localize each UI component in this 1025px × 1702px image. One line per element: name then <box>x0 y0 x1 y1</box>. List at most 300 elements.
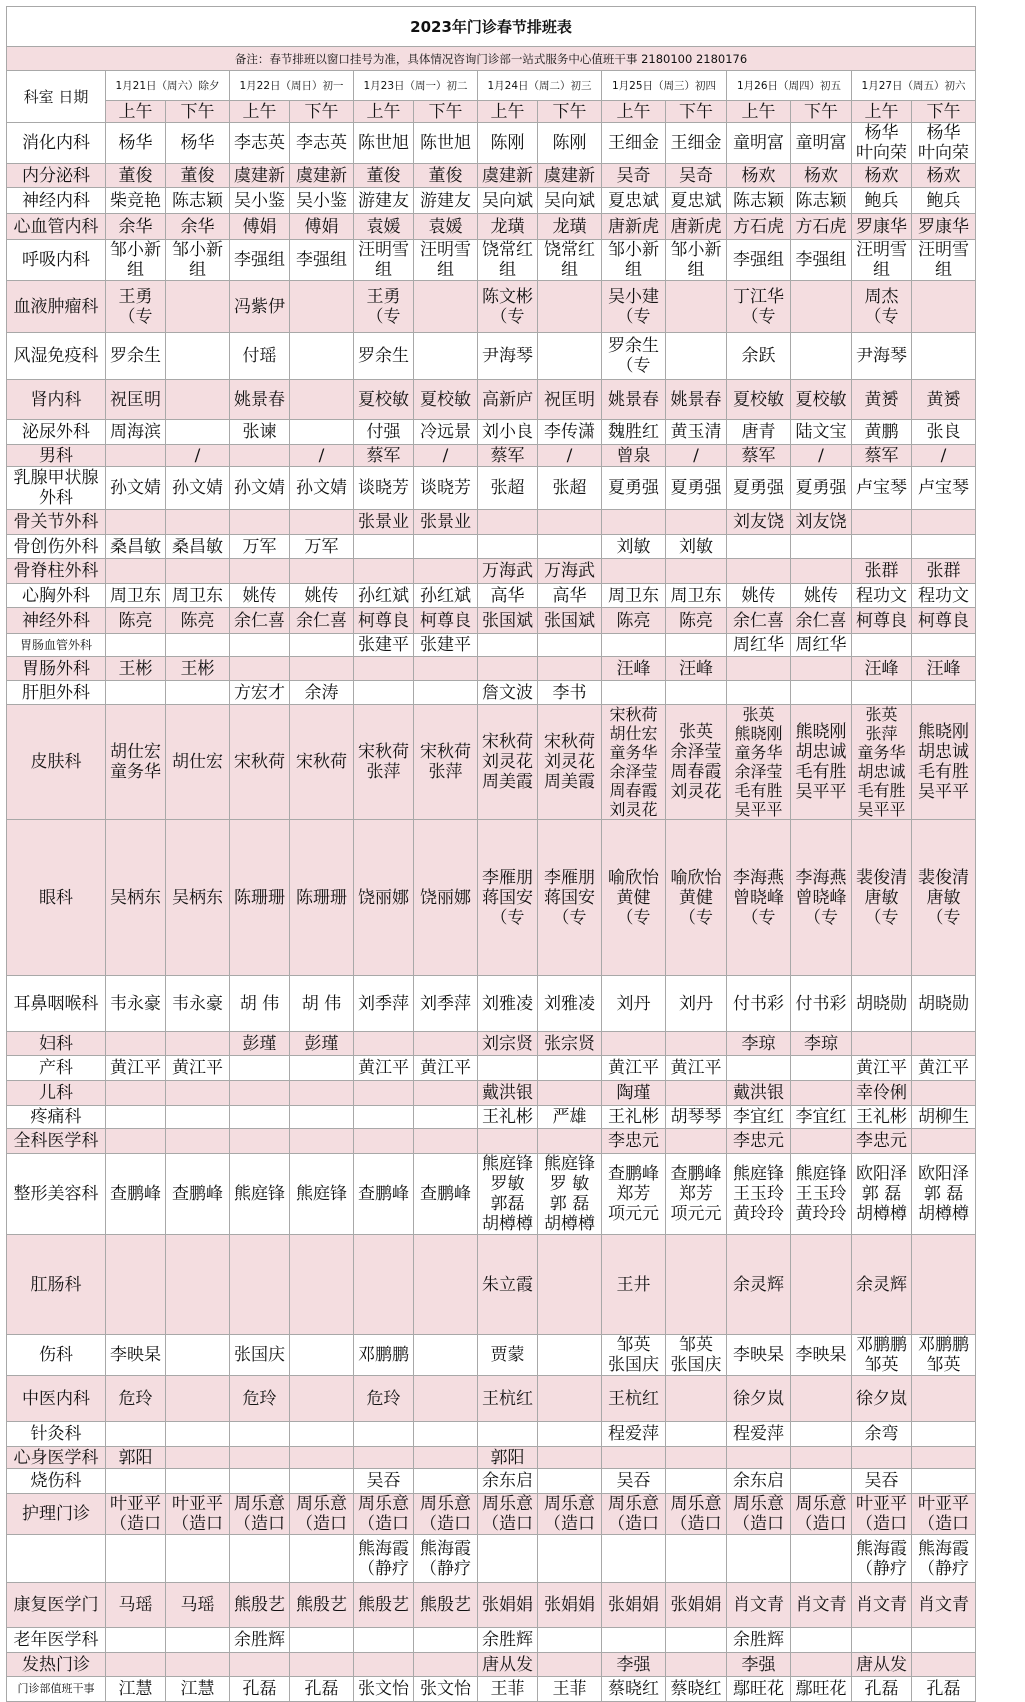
schedule-cell: 王细金 <box>602 123 666 164</box>
schedule-cell <box>290 657 354 681</box>
schedule-cell: 卢宝琴 <box>852 467 912 510</box>
department-name <box>7 1535 106 1583</box>
schedule-cell: 詹文波 <box>478 681 538 705</box>
schedule-cell <box>414 681 478 705</box>
schedule-cell: 叶亚平 （造口 <box>106 1494 166 1535</box>
department-row <box>7 1376 976 1422</box>
schedule-cell <box>727 657 791 681</box>
schedule-cell <box>791 657 852 681</box>
schedule-cell <box>414 657 478 681</box>
schedule-cell <box>166 1628 230 1653</box>
schedule-cell: 王勇 （专 <box>354 281 414 333</box>
department-name: 骨创伤外科 <box>7 535 106 559</box>
schedule-cell <box>230 1535 290 1583</box>
schedule-cell: 周卫东 <box>666 584 727 608</box>
schedule-cell: 王彬 <box>166 657 230 681</box>
schedule-cell <box>666 281 727 333</box>
schedule-cell: 陈亮 <box>602 608 666 634</box>
schedule-cell: 刘小良 <box>478 420 538 445</box>
schedule-cell: 李映杲 <box>791 1335 852 1376</box>
schedule-cell: 邹小新 组 <box>166 240 230 281</box>
schedule-cell <box>354 535 414 559</box>
schedule-cell <box>354 1081 414 1106</box>
schedule-cell <box>166 1032 230 1056</box>
schedule-cell: 万军 <box>230 535 290 559</box>
schedule-cell: 张群 <box>912 559 976 584</box>
schedule-cell <box>852 1628 912 1653</box>
schedule-cell: 夏勇强 <box>791 467 852 510</box>
schedule-cell: 刘友饶 <box>727 510 791 535</box>
schedule-cell <box>666 510 727 535</box>
schedule-cell: 游建友 <box>354 188 414 214</box>
schedule-cell: 夏忠斌 <box>666 188 727 214</box>
schedule-cell <box>290 634 354 657</box>
schedule-cell <box>166 510 230 535</box>
department-name: 中医内科 <box>7 1376 106 1422</box>
department-name: 泌尿外科 <box>7 420 106 445</box>
schedule-cell <box>666 1376 727 1422</box>
department-name: 肾内科 <box>7 380 106 420</box>
schedule-cell <box>290 1422 354 1447</box>
schedule-cell: 周乐意 （造口 <box>538 1494 602 1535</box>
schedule-cell <box>666 333 727 380</box>
day-header: 1月23日（周一）初二 <box>354 71 478 101</box>
schedule-cell: 戴洪银 <box>478 1081 538 1106</box>
schedule-cell: 王杭红 <box>478 1376 538 1422</box>
schedule-cell: 熊晓刚 胡忠诚 毛有胜 吴平平 <box>791 705 852 820</box>
schedule-cell: 董俊 <box>354 164 414 188</box>
department-row <box>7 214 976 240</box>
morning-header: 上午 <box>106 101 166 123</box>
schedule-cell: 彭瑾 <box>230 1032 290 1056</box>
schedule-cell: 姚传 <box>290 584 354 608</box>
schedule-cell: 张娟娟 <box>478 1583 538 1628</box>
schedule-cell: 宋秋荷 <box>230 705 290 820</box>
schedule-cell: 韦永豪 <box>106 976 166 1032</box>
schedule-cell <box>602 1535 666 1583</box>
schedule-cell <box>538 1056 602 1081</box>
schedule-cell <box>290 1376 354 1422</box>
schedule-cell: 陈亮 <box>666 608 727 634</box>
schedule-cell <box>912 535 976 559</box>
schedule-cell: 罗余生 （专 <box>602 333 666 380</box>
schedule-cell: 吴柄东 <box>106 820 166 976</box>
schedule-cell: 查鹏峰 <box>106 1154 166 1235</box>
department-row <box>7 188 976 214</box>
schedule-cell: 刘丹 <box>666 976 727 1032</box>
schedule-cell: 严雄 <box>538 1106 602 1129</box>
department-name: 呼吸内科 <box>7 240 106 281</box>
schedule-cell: 饶常红 组 <box>478 240 538 281</box>
schedule-cell: 江慧 <box>166 1677 230 1702</box>
schedule-cell <box>538 1335 602 1376</box>
schedule-cell <box>106 1129 166 1154</box>
schedule-cell <box>414 1628 478 1653</box>
schedule-cell: / <box>166 445 230 467</box>
schedule-cell: 李传潇 <box>538 420 602 445</box>
schedule-cell: 汪明雪 组 <box>852 240 912 281</box>
schedule-cell: 孔磊 <box>852 1677 912 1702</box>
schedule-cell <box>290 281 354 333</box>
schedule-cell: 胡 伟 <box>290 976 354 1032</box>
schedule-cell: 汪明雪 组 <box>912 240 976 281</box>
schedule-cell <box>230 1129 290 1154</box>
day-header: 1月25日（周三）初四 <box>602 71 727 101</box>
schedule-cell: 肖文青 <box>791 1583 852 1628</box>
schedule-cell: 李琼 <box>791 1032 852 1056</box>
schedule-cell: 龙璜 <box>538 214 602 240</box>
schedule-cell: 邹英 张国庆 <box>666 1335 727 1376</box>
schedule-cell <box>414 1335 478 1376</box>
schedule-cell <box>666 1129 727 1154</box>
schedule-cell: 李宜红 <box>727 1106 791 1129</box>
schedule-cell: 欧阳泽 郭 磊 胡樽樽 <box>912 1154 976 1235</box>
schedule-cell: 熊殷艺 <box>230 1583 290 1628</box>
schedule-cell <box>106 634 166 657</box>
schedule-cell: 黄赟 <box>852 380 912 420</box>
schedule-cell <box>106 1235 166 1335</box>
schedule-cell <box>666 1535 727 1583</box>
schedule-cell <box>354 1653 414 1677</box>
department-name: 老年医学科 <box>7 1628 106 1653</box>
schedule-cell: 吴向斌 <box>478 188 538 214</box>
schedule-cell <box>354 1032 414 1056</box>
schedule-cell <box>414 1081 478 1106</box>
schedule-cell: 蔡晓红 <box>666 1677 727 1702</box>
department-name: 男科 <box>7 445 106 467</box>
department-name: 耳鼻咽喉科 <box>7 976 106 1032</box>
schedule-cell <box>666 559 727 584</box>
department-name: 整形美容科 <box>7 1154 106 1235</box>
schedule-cell <box>414 1129 478 1154</box>
schedule-cell <box>166 281 230 333</box>
schedule-cell: 熊殷艺 <box>354 1583 414 1628</box>
schedule-cell: 熊殷艺 <box>414 1583 478 1628</box>
schedule-cell: 程爱萍 <box>727 1422 791 1447</box>
schedule-cell: 龙璜 <box>478 214 538 240</box>
schedule-cell: 余灵辉 <box>852 1235 912 1335</box>
department-row <box>7 123 976 164</box>
schedule-cell: 张娟娟 <box>538 1583 602 1628</box>
department-name: 心身医学科 <box>7 1447 106 1469</box>
schedule-cell <box>290 1447 354 1469</box>
schedule-cell: 祝匡明 <box>106 380 166 420</box>
schedule-cell <box>791 281 852 333</box>
schedule-cell: / <box>414 445 478 467</box>
schedule-cell: 张文怡 <box>354 1677 414 1702</box>
schedule-cell <box>166 634 230 657</box>
schedule-cell: 刘敏 <box>666 535 727 559</box>
schedule-cell: 胡琴琴 <box>666 1106 727 1129</box>
schedule-cell <box>166 1535 230 1583</box>
schedule-cell: 陈世旭 <box>414 123 478 164</box>
schedule-cell <box>106 1422 166 1447</box>
department-name: 肛肠科 <box>7 1235 106 1335</box>
schedule-cell: 熊庭锋 王玉玲 黄玲玲 <box>727 1154 791 1235</box>
schedule-cell: 余仁喜 <box>727 608 791 634</box>
schedule-cell: 周海滨 <box>106 420 166 445</box>
department-row <box>7 467 976 510</box>
schedule-cell: 喻欣怡 黄健 （专 <box>602 820 666 976</box>
schedule-cell: 周杰 （专 <box>852 281 912 333</box>
schedule-cell: 裴俊清 唐敏 （专 <box>852 820 912 976</box>
schedule-cell <box>106 1653 166 1677</box>
schedule-cell: 张英 张萍 童务华 胡忠诚 毛有胜 吴平平 <box>852 705 912 820</box>
schedule-cell: 胡晓勋 <box>912 976 976 1032</box>
schedule-cell <box>852 535 912 559</box>
day-header: 1月27日（周五）初六 <box>852 71 976 101</box>
schedule-cell: 汪峰 <box>602 657 666 681</box>
schedule-cell <box>230 1469 290 1494</box>
schedule-cell: 张宗贤 <box>538 1032 602 1056</box>
schedule-cell: 蔡军 <box>852 445 912 467</box>
schedule-cell <box>290 1535 354 1583</box>
schedule-cell: 王井 <box>602 1235 666 1335</box>
schedule-cell <box>166 1422 230 1447</box>
schedule-cell: 吴向斌 <box>538 188 602 214</box>
schedule-cell: 李忠元 <box>852 1129 912 1154</box>
schedule-cell: 熊庭锋 罗敏 郭磊 胡樽樽 <box>478 1154 538 1235</box>
schedule-cell: 夏校敏 <box>354 380 414 420</box>
schedule-cell <box>166 420 230 445</box>
schedule-table <box>6 6 976 1702</box>
schedule-cell <box>912 510 976 535</box>
schedule-cell <box>538 1422 602 1447</box>
schedule-cell: 王礼彬 <box>478 1106 538 1129</box>
schedule-cell: 刘季萍 <box>414 976 478 1032</box>
schedule-cell: 吴小鉴 <box>230 188 290 214</box>
schedule-cell <box>538 1081 602 1106</box>
schedule-cell: 柴竞艳 <box>106 188 166 214</box>
schedule-cell: 喻欣怡 黄健 （专 <box>666 820 727 976</box>
schedule-cell <box>538 1535 602 1583</box>
schedule-cell: 李书 <box>538 681 602 705</box>
schedule-cell: 夏校敏 <box>727 380 791 420</box>
schedule-cell <box>290 559 354 584</box>
schedule-cell: 黄江平 <box>166 1056 230 1081</box>
schedule-cell: 夏校敏 <box>414 380 478 420</box>
schedule-cell: 虞建新 <box>538 164 602 188</box>
schedule-cell <box>538 1628 602 1653</box>
schedule-cell: 黄玉清 <box>666 420 727 445</box>
schedule-cell: 周乐意 （造口 <box>354 1494 414 1535</box>
schedule-cell: 王礼彬 <box>602 1106 666 1129</box>
schedule-cell <box>912 1129 976 1154</box>
schedule-cell <box>166 681 230 705</box>
schedule-cell: 危玲 <box>230 1376 290 1422</box>
schedule-cell: 彭瑾 <box>290 1032 354 1056</box>
schedule-cell: 尹海琴 <box>852 333 912 380</box>
schedule-cell <box>852 510 912 535</box>
schedule-cell: 余仁喜 <box>791 608 852 634</box>
schedule-cell <box>791 535 852 559</box>
schedule-cell: 夏勇强 <box>602 467 666 510</box>
schedule-cell: 孔磊 <box>290 1677 354 1702</box>
schedule-cell: 余华 <box>106 214 166 240</box>
schedule-cell <box>414 559 478 584</box>
schedule-cell: 汪明雪 组 <box>354 240 414 281</box>
schedule-cell: 鲍兵 <box>912 188 976 214</box>
schedule-cell <box>230 1653 290 1677</box>
schedule-cell <box>290 1106 354 1129</box>
department-row <box>7 820 976 976</box>
schedule-cell: 周红华 <box>727 634 791 657</box>
schedule-cell: 宋秋荷 刘灵花 周美霞 <box>538 705 602 820</box>
schedule-cell: 孙文婧 <box>230 467 290 510</box>
schedule-cell <box>666 1032 727 1056</box>
schedule-cell: 王彬 <box>106 657 166 681</box>
schedule-cell: 方宏才 <box>230 681 290 705</box>
schedule-cell: 虞建新 <box>478 164 538 188</box>
schedule-cell: 汪峰 <box>852 657 912 681</box>
schedule-cell <box>602 1628 666 1653</box>
department-name: 发热门诊 <box>7 1653 106 1677</box>
department-name: 皮肤科 <box>7 705 106 820</box>
schedule-cell: 周卫东 <box>166 584 230 608</box>
schedule-cell <box>414 1235 478 1335</box>
schedule-cell <box>166 559 230 584</box>
schedule-cell: 吴小鉴 <box>290 188 354 214</box>
schedule-cell <box>791 559 852 584</box>
schedule-cell: 贾蒙 <box>478 1335 538 1376</box>
schedule-cell <box>727 1056 791 1081</box>
schedule-cell: 董俊 <box>414 164 478 188</box>
schedule-cell <box>354 1422 414 1447</box>
schedule-cell: 熊殷艺 <box>290 1583 354 1628</box>
schedule-cell <box>791 1535 852 1583</box>
schedule-cell: 唐从发 <box>852 1653 912 1677</box>
schedule-cell: 谈晓芳 <box>414 467 478 510</box>
day-header: 1月26日（周四）初五 <box>727 71 852 101</box>
schedule-cell: 查鹏峰 <box>414 1154 478 1235</box>
schedule-cell: 杨欢 <box>727 164 791 188</box>
department-name: 门诊部值班干事 <box>7 1677 106 1702</box>
morning-header: 上午 <box>354 101 414 123</box>
schedule-cell: 高华 <box>538 584 602 608</box>
schedule-cell <box>354 681 414 705</box>
schedule-cell: 熊庭锋 <box>290 1154 354 1235</box>
schedule-cell <box>354 657 414 681</box>
schedule-cell: 刘丹 <box>602 976 666 1032</box>
schedule-cell <box>538 1653 602 1677</box>
schedule-cell <box>666 1653 727 1677</box>
department-row <box>7 1677 976 1702</box>
schedule-cell: 张国斌 <box>478 608 538 634</box>
schedule-cell <box>414 1469 478 1494</box>
schedule-cell: 黄鹏 <box>852 420 912 445</box>
schedule-cell <box>354 1106 414 1129</box>
department-row <box>7 976 976 1032</box>
schedule-cell: 万海武 <box>478 559 538 584</box>
schedule-cell: 黄江平 <box>852 1056 912 1081</box>
schedule-cell: 李忠元 <box>602 1129 666 1154</box>
department-name: 骨脊柱外科 <box>7 559 106 584</box>
schedule-cell: 李琼 <box>727 1032 791 1056</box>
schedule-cell <box>106 681 166 705</box>
schedule-cell: 汪峰 <box>912 657 976 681</box>
department-name: 内分泌科 <box>7 164 106 188</box>
department-name: 伤科 <box>7 1335 106 1376</box>
schedule-cell <box>166 1376 230 1422</box>
schedule-cell: 王菲 <box>538 1677 602 1702</box>
schedule-cell <box>852 1447 912 1469</box>
schedule-cell: 邹小新 组 <box>106 240 166 281</box>
schedule-cell: 柯尊良 <box>354 608 414 634</box>
schedule-cell: 傅娟 <box>290 214 354 240</box>
title-row <box>7 7 976 47</box>
department-row <box>7 445 976 467</box>
schedule-cell: 刘敏 <box>602 535 666 559</box>
schedule-cell: 袁媛 <box>414 214 478 240</box>
schedule-cell: 杨华 <box>166 123 230 164</box>
schedule-cell: 熊海霞 （静疗 <box>912 1535 976 1583</box>
department-name: 心血管内科 <box>7 214 106 240</box>
schedule-cell: 虞建新 <box>290 164 354 188</box>
schedule-cell: 熊庭锋 罗 敏 郭 磊 胡樽樽 <box>538 1154 602 1235</box>
schedule-cell: 邓鹏鹏 邹英 <box>912 1335 976 1376</box>
schedule-cell <box>106 1032 166 1056</box>
schedule-cell: 柯尊良 <box>852 608 912 634</box>
schedule-cell: 万海武 <box>538 559 602 584</box>
sheet-title: 2023年门诊春节排班表 <box>7 7 976 47</box>
schedule-cell <box>727 559 791 584</box>
schedule-cell <box>538 657 602 681</box>
schedule-cell: 孙文婧 <box>166 467 230 510</box>
schedule-cell: 桑昌敏 <box>106 535 166 559</box>
schedule-cell <box>852 634 912 657</box>
afternoon-header: 下午 <box>290 101 354 123</box>
schedule-cell <box>602 559 666 584</box>
department-name: 康复医学门 <box>7 1583 106 1628</box>
schedule-cell <box>912 1447 976 1469</box>
schedule-cell: 王菲 <box>478 1677 538 1702</box>
schedule-cell: 邹小新 组 <box>602 240 666 281</box>
schedule-cell <box>106 510 166 535</box>
date-header-row <box>7 71 976 101</box>
schedule-cell <box>538 1235 602 1335</box>
department-row <box>7 510 976 535</box>
schedule-cell: 祝匡明 <box>538 380 602 420</box>
schedule-cell <box>354 1235 414 1335</box>
schedule-cell <box>166 1653 230 1677</box>
schedule-cell: 杨欢 <box>791 164 852 188</box>
schedule-cell: 胡仕宏 <box>166 705 230 820</box>
schedule-cell: 周乐意 （造口 <box>791 1494 852 1535</box>
department-row <box>7 1494 976 1535</box>
schedule-cell: 张谏 <box>230 420 290 445</box>
department-name: 骨关节外科 <box>7 510 106 535</box>
schedule-cell: 余胜辉 <box>478 1628 538 1653</box>
schedule-cell <box>106 1628 166 1653</box>
schedule-cell <box>414 1653 478 1677</box>
schedule-cell <box>912 634 976 657</box>
department-row <box>7 1056 976 1081</box>
schedule-cell <box>791 1129 852 1154</box>
schedule-cell: 王细金 <box>666 123 727 164</box>
department-name: 血液肿瘤科 <box>7 281 106 333</box>
schedule-cell: 裴俊清 唐敏 （专 <box>912 820 976 976</box>
schedule-cell: 孔磊 <box>230 1677 290 1702</box>
schedule-cell: 张娟娟 <box>602 1583 666 1628</box>
schedule-cell <box>912 281 976 333</box>
schedule-cell: 刘雅凌 <box>478 976 538 1032</box>
department-row <box>7 281 976 333</box>
schedule-cell: 陈志颖 <box>791 188 852 214</box>
schedule-cell: 柯尊良 <box>912 608 976 634</box>
schedule-cell: 谈晓芳 <box>354 467 414 510</box>
afternoon-header: 下午 <box>538 101 602 123</box>
schedule-cell <box>230 1106 290 1129</box>
